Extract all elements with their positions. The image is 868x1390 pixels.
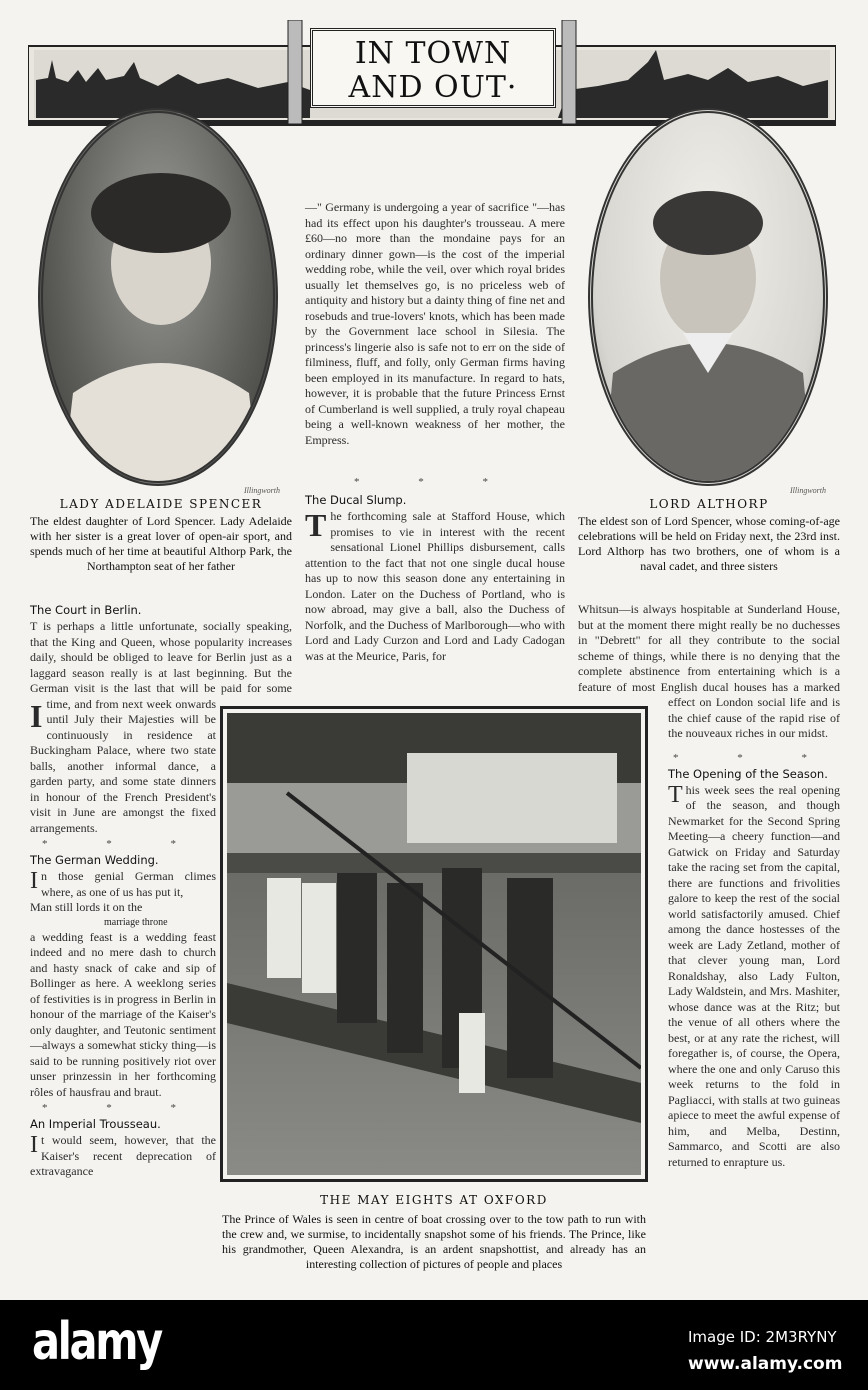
photo-title: THE MAY EIGHTS AT OXFORD bbox=[320, 1193, 548, 1207]
section-heading: An Imperial Trousseau. bbox=[30, 1117, 161, 1131]
portrait-lord-althorp bbox=[588, 108, 828, 486]
section-divider: * * * bbox=[673, 751, 835, 764]
article-body: t would seem, however, that the Kaiser's recent deprecation of extravagance bbox=[30, 1133, 216, 1178]
portrait-figure bbox=[593, 113, 823, 481]
article-body: a wedding feast is a wedding feast indeed and no mere dash to church and hasty snack of cake and sip of Bollinger as here. A weeklong series of festivities is in progress in Berlin in honour of the marriage of the Kaiser's only daughter, and Teutonic sentiment—always a somewhat sticky thing—is said to be running positively riot over unser prinzessin in her forthcoming rôles of hausfrau and braut. bbox=[30, 929, 216, 1099]
section-heading: The Court in Berlin. bbox=[30, 603, 142, 617]
article-body: he forthcoming sale at Stafford House, which promises to vie in interest with the recent sensational Lionel Phillips disbursement, calls attention to the fact that not one single ducal house has up to now this season done any entertaining in London. Later on the Duchess of Portland, who is now abroad, may give a ball, also the Duchess of Norfolk, and the Duchess of Marlborough—who with Lord and Lady Curzon and Lord and Lady Cadogan was at the Meurice, Paris, for bbox=[305, 509, 565, 663]
article-ducal-slump bbox=[305, 492, 565, 664]
photo-caption: The Prince of Wales is seen in centre of boat crossing over to the tow path to run with the crew and, we surmise, to incidentally snapshot some of his friends. The Prince, like his grandmother, Queen Alexandra, is an ardent snapshottist, and already has an interesting collection of pictures of people and places bbox=[222, 1212, 646, 1271]
masthead-title bbox=[310, 28, 556, 108]
article-trousseau-continued: —" Germany is undergoing a year of sacrifice "—has had its effect upon his daughter's trousseau. A mere £60—no more than the mondaine pays for an ordinary dinner gown—is the cost of the imperial wedding robe, while the veil, over which royal brides usually let themselves go, is no priceless web of antiquity and history but a dainty thing of fine net and rosebuds and true-lovers' knots, which has been made by the Government lace school in Silesia. The princess's lingerie also is safe not to err on the side of filminess, fluff, and folly, only German firms having been employed in its manufacture. In regard to hats, however, it is probable that the future Princess Ernst of Cumberland is well supplied, a truly royal chapeau being a well-known weakness of her mother, the Empress. bbox=[305, 200, 565, 447]
section-heading: The German Wedding. bbox=[30, 853, 159, 867]
drop-cap: T bbox=[305, 507, 327, 543]
section-heading: The Ducal Slump. bbox=[305, 493, 407, 507]
photo-credit: Illingworth bbox=[790, 486, 827, 495]
portrait-caption: The eldest daughter of Lord Spencer. Lady Adelaide with her sister is a great lover of open-air sport, and spends much of her time at beautiful Althorp Park, the Northampton seat of her father bbox=[30, 514, 292, 573]
verse-quote: marriage throne bbox=[104, 916, 168, 928]
drop-cap: T bbox=[668, 781, 683, 808]
drop-cap: I bbox=[30, 698, 43, 734]
article-body: Whitsun—is always hospitable at Sunderland House, but at the moment there might really be no duchesses in "Debrett" for all they contribute to the social scheme of things, while there is no denying that the complete abstinence from entertaining bbox=[578, 602, 840, 678]
title-line-1: IN TOWN bbox=[354, 36, 512, 71]
article-body: T is perhaps a little unfortunate, socially speaking, that the King and Queen, whose popularity increases daily, should be obliged to leave for Berlin just as a laggard season really is at bbox=[30, 619, 292, 680]
portrait-lady-adelaide bbox=[38, 108, 278, 486]
article-body: which is a feature of most English ducal houses has a marked effect on London social life and is the chief cause of the rapid rise of the nouveaux riches in our midst. bbox=[578, 664, 841, 740]
article-body: n those genial German climes where, as one of us has put it, bbox=[41, 869, 216, 899]
site-url: www.alamy.com bbox=[688, 1354, 843, 1374]
section-heading: The Opening of the Season. bbox=[668, 766, 828, 781]
photo-credit: Illingworth bbox=[244, 486, 281, 495]
alamy-logo: alamy bbox=[32, 1312, 161, 1372]
drop-cap: I bbox=[30, 868, 38, 894]
drop-cap: I bbox=[30, 1132, 38, 1158]
verse-quote: Man still lords it on the bbox=[30, 900, 143, 914]
portrait-caption: The eldest son of Lord Spencer, whose coming-of-age celebrations will be held on Friday next, the 23rd inst. Lord Althorp has two brothers, one of whom is a naval cadet, and three sisters bbox=[578, 514, 840, 573]
title-line-2: AND OUT· bbox=[348, 70, 518, 105]
photo-boat-scene bbox=[227, 713, 641, 1175]
article-body: his week sees the real opening of the season, and though Newmarket for the Second Spring Meeting—a cheery function—and Gatwick on Friday and Saturday take the racing set from the capital, there are functions and frivolities galore to keep the rest of the social world satisfactorily amused. Chief among the dance hostesses of the week are Lady Zetland, mother of that clever young man, Lord Ronaldshay, also Lady Fulton, Lady Waldstein, and Mrs. Mashiter, whose dance was at the Ritz; but the venue of all others where the best, or at any rate the richest, will foregather is, of course, the Opera, where the one and only Caruso this week returns to the fold in Pagliacci, with stalls at two guineas apiece to meet the awful expense of him, and Melba, Destinn, Sammarco, and Scotti are also returned to enrapture us. bbox=[668, 782, 840, 1169]
section-divider: * * * bbox=[354, 476, 516, 488]
section-divider: * * * bbox=[42, 1102, 204, 1114]
photo-may-eights bbox=[220, 706, 648, 1182]
watermark-footer bbox=[0, 1300, 868, 1390]
portrait-figure bbox=[43, 113, 273, 481]
portrait-name: LORD ALTHORP bbox=[649, 497, 769, 511]
image-id: Image ID: 2M3RYNY bbox=[688, 1328, 837, 1346]
portrait-name: LADY ADELAIDE SPENCER bbox=[59, 497, 263, 511]
section-divider: * * * bbox=[42, 838, 204, 850]
article-body: last beginning. But the German visit is the last that will be paid for some time, and from next week onwards until July their Majesties will be continuously in residence at Buckingham Palace, where two state balls, another informal dance, a garden party, and some state dinners in honour of the French President's visit in June are amongst the fixed arrangements. bbox=[30, 665, 292, 835]
